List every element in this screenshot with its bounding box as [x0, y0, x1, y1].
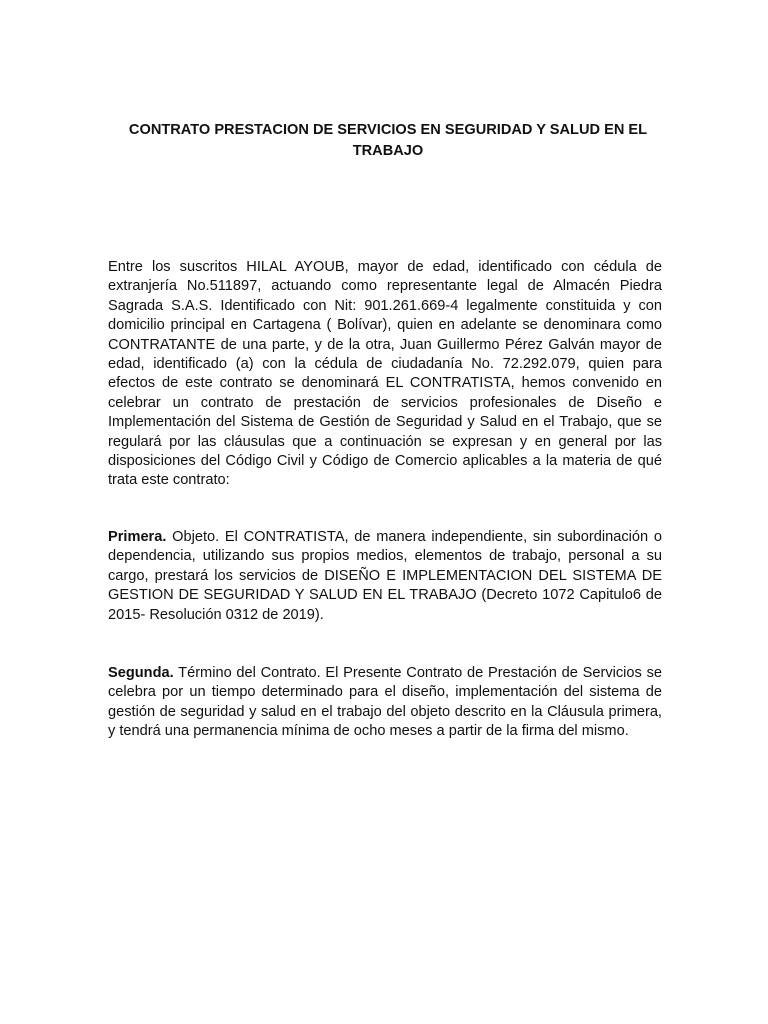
- clause-segunda: [108, 664, 662, 742]
- clause-segunda-label: Segunda.: [108, 665, 174, 681]
- clause-primera-label: Primera.: [108, 529, 167, 545]
- clause-primera-text: Objeto. El CONTRATISTA, de manera independiente, sin subordinación o dependencia, utilizando sus propios medios, elementos de trabajo, personal a su cargo, prestará los servicios de DISEÑO E IMPLEMENTACION DEL SISTEMA DE GESTION DE SEGURIDAD Y SALUD EN EL TRABAJO (Decreto 1072 Capitulo6 de 2015- Resolución 0312 de 2019).: [108, 529, 662, 623]
- clause-segunda-text: Término del Contrato. El Presente Contrato de Prestación de Servicios se celebra por un tiempo determinado para el diseño, implementación del sistema de gestión de seguridad y salud en el trabajo del objeto descrito en la Cláusula primera, y tendrá una permanencia mínima de ocho meses a partir de la firma del mismo.: [108, 665, 662, 740]
- clause-primera: [108, 528, 662, 625]
- intro-paragraph: Entre los suscritos HILAL AYOUB, mayor de edad, identificado con cédula de extranjería No.511897, actuando como representante legal de Almacén Piedra Sagrada S.A.S. Identificado con Nit: 901.261.669-4 legalmente constituida y con domicilio principal en Cartagena ( Bolívar), quien en adelante se denominara como CONTRATANTE de una parte, y de la otra, Juan Guillermo Pérez Galván mayor de edad, identificado (a) con la cédula de ciudadanía No. 72.292.079, quien para efectos de este contrato se denominará EL CONTRATISTA, hemos convenido en celebrar un contrato de prestación de servicios profesionales de Diseño e Implementación del Sistema de Gestión de Seguridad y Salud en el Trabajo, que se regulará por las cláusulas que a continuación se expresan y en general por las disposiciones del Código Civil y Código de Comercio aplicables a la materia de qué trata este contrato:: [108, 259, 662, 489]
- document-title: CONTRATO PRESTACION DE SERVICIOS EN SEGURIDAD Y SALUD EN EL TRABAJO: [128, 122, 648, 159]
